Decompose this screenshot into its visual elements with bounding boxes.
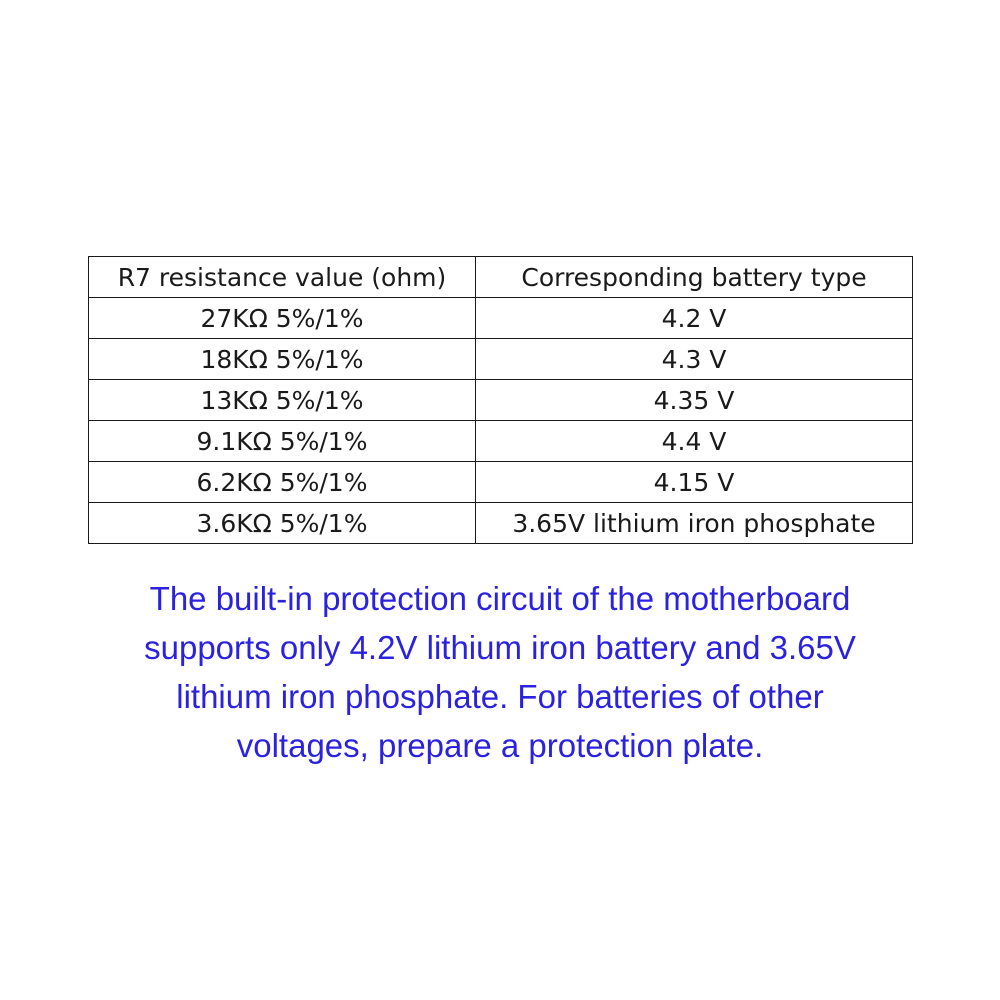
table-row <box>89 298 913 339</box>
battery-type-cell: 3.65V lithium iron phosphate <box>476 503 913 544</box>
resistance-cell: 13KΩ 5%/1% <box>89 380 476 421</box>
table-row <box>89 462 913 503</box>
table-row <box>89 421 913 462</box>
battery-type-cell: 4.3 V <box>476 339 913 380</box>
battery-type-cell: 4.2 V <box>476 298 913 339</box>
protection-circuit-note <box>60 574 940 770</box>
note-line: supports only 4.2V lithium iron battery and 3.65V <box>144 629 856 666</box>
battery-type-cell: 4.15 V <box>476 462 913 503</box>
resistance-battery-table <box>88 256 913 544</box>
table-header-row <box>89 257 913 298</box>
header-r7-resistance: R7 resistance value (ohm) <box>89 257 476 298</box>
resistance-cell: 27KΩ 5%/1% <box>89 298 476 339</box>
resistance-cell: 6.2KΩ 5%/1% <box>89 462 476 503</box>
note-line: The built-in protection circuit of the motherboard <box>149 580 851 617</box>
battery-type-cell: 4.35 V <box>476 380 913 421</box>
header-battery-type: Corresponding battery type <box>476 257 913 298</box>
table-row <box>89 380 913 421</box>
resistance-cell: 9.1KΩ 5%/1% <box>89 421 476 462</box>
table-row <box>89 503 913 544</box>
battery-type-cell: 4.4 V <box>476 421 913 462</box>
resistance-cell: 3.6KΩ 5%/1% <box>89 503 476 544</box>
note-line: lithium iron phosphate. For batteries of other <box>176 678 824 715</box>
table-row <box>89 339 913 380</box>
resistance-cell: 18KΩ 5%/1% <box>89 339 476 380</box>
note-line: voltages, prepare a protection plate. <box>236 727 764 764</box>
